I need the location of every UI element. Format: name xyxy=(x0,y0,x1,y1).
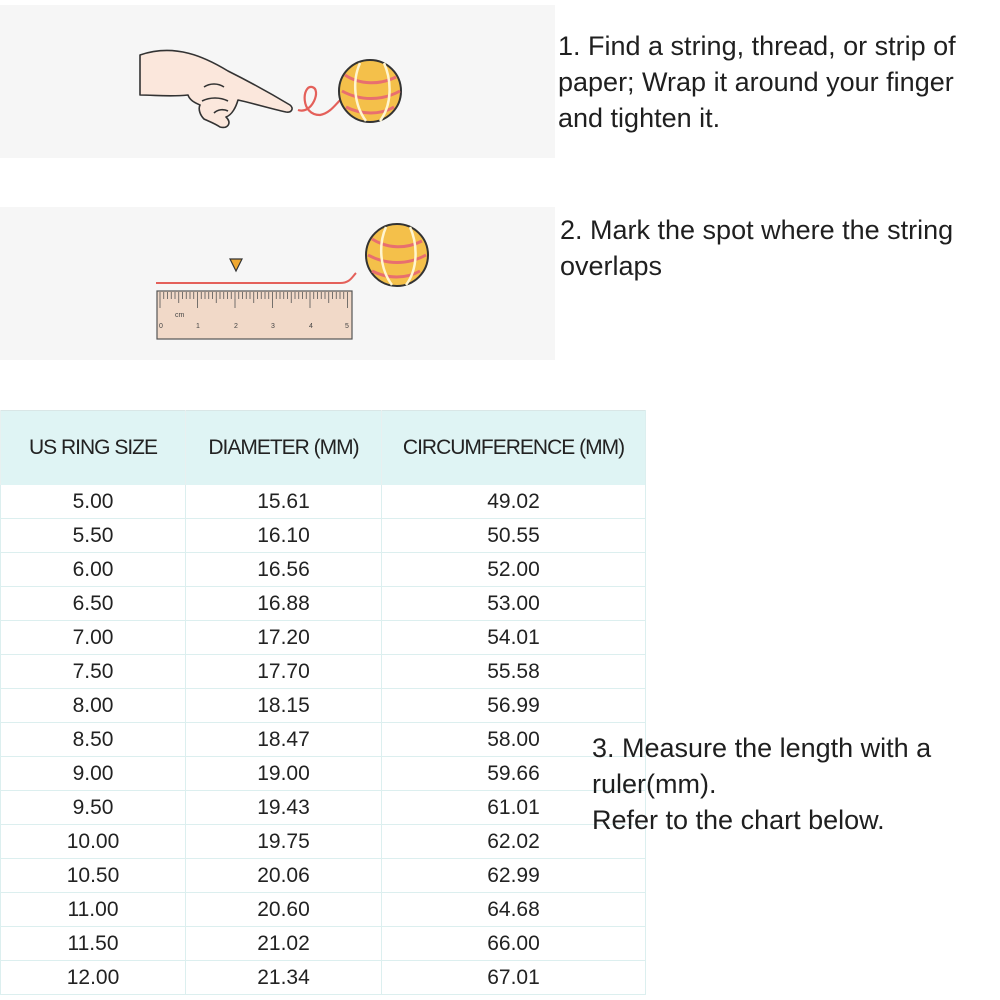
string-line xyxy=(298,87,344,115)
step2-line1: 2. Mark the spot where the string xyxy=(560,215,954,245)
ruler-icon xyxy=(157,291,352,339)
cell-diameter: 19.00 xyxy=(186,757,382,791)
ring-size-chart xyxy=(0,410,646,995)
string-line xyxy=(156,273,356,283)
cell-diameter: 20.06 xyxy=(186,859,382,893)
cell-diameter: 18.47 xyxy=(186,723,382,757)
step3-line1: 3. Measure the length with a xyxy=(592,733,932,763)
table-row xyxy=(1,553,646,587)
table-row xyxy=(1,587,646,621)
marker-arrow-icon xyxy=(230,259,242,271)
ruler-tick-label: 5 xyxy=(345,323,349,330)
cell-diameter: 16.88 xyxy=(186,587,382,621)
cell-diameter: 16.56 xyxy=(186,553,382,587)
cell-us-ring-size: 6.50 xyxy=(1,587,186,621)
ruler-yarn-illustration xyxy=(0,207,555,360)
step2-instructions xyxy=(560,212,953,284)
yarn-ball-icon xyxy=(339,60,401,122)
ruler-unit-label: cm xyxy=(175,312,185,319)
cell-us-ring-size: 11.00 xyxy=(1,893,186,927)
cell-diameter: 19.75 xyxy=(186,825,382,859)
cell-diameter: 17.70 xyxy=(186,655,382,689)
cell-circumference: 52.00 xyxy=(382,553,646,587)
cell-us-ring-size: 9.50 xyxy=(1,791,186,825)
table-row xyxy=(1,621,646,655)
header-circumference: CIRCUMFERENCE (MM) xyxy=(382,411,646,486)
step2-line2: overlaps xyxy=(560,251,663,281)
cell-circumference: 62.02 xyxy=(382,825,646,859)
cell-circumference: 67.01 xyxy=(382,961,646,995)
table-header-row xyxy=(1,411,646,486)
cell-circumference: 64.68 xyxy=(382,893,646,927)
table-row xyxy=(1,791,646,825)
hand-yarn-illustration xyxy=(0,5,555,158)
step1-instructions xyxy=(558,28,956,136)
step3-instructions xyxy=(592,730,931,838)
header-diameter: DIAMETER (MM) xyxy=(186,411,382,486)
step1-line3: and tighten it. xyxy=(558,103,721,133)
table-row xyxy=(1,859,646,893)
cell-us-ring-size: 10.00 xyxy=(1,825,186,859)
table-row xyxy=(1,825,646,859)
table-row xyxy=(1,723,646,757)
step2-illustration-panel xyxy=(0,207,555,360)
ruler-tick-label: 0 xyxy=(159,323,163,330)
cell-diameter: 18.15 xyxy=(186,689,382,723)
table-row xyxy=(1,757,646,791)
table-row xyxy=(1,961,646,995)
cell-us-ring-size: 7.50 xyxy=(1,655,186,689)
ruler-tick-label: 3 xyxy=(271,323,275,330)
cell-circumference: 49.02 xyxy=(382,485,646,519)
cell-us-ring-size: 6.00 xyxy=(1,553,186,587)
table-row xyxy=(1,689,646,723)
cell-us-ring-size: 7.00 xyxy=(1,621,186,655)
cell-circumference: 66.00 xyxy=(382,927,646,961)
ruler-tick-label: 1 xyxy=(196,323,200,330)
step1-line1: 1. Find a string, thread, or strip of xyxy=(558,31,956,61)
cell-circumference: 55.58 xyxy=(382,655,646,689)
cell-diameter: 21.02 xyxy=(186,927,382,961)
cell-circumference: 56.99 xyxy=(382,689,646,723)
cell-circumference: 54.01 xyxy=(382,621,646,655)
table-row xyxy=(1,927,646,961)
table-row xyxy=(1,485,646,519)
cell-us-ring-size: 12.00 xyxy=(1,961,186,995)
table-row xyxy=(1,655,646,689)
step3-line3: Refer to the chart below. xyxy=(592,805,885,835)
cell-circumference: 61.01 xyxy=(382,791,646,825)
cell-diameter: 15.61 xyxy=(186,485,382,519)
cell-diameter: 19.43 xyxy=(186,791,382,825)
yarn-ball-icon xyxy=(366,224,428,286)
cell-us-ring-size: 5.00 xyxy=(1,485,186,519)
pointing-hand-icon xyxy=(140,50,292,127)
cell-us-ring-size: 11.50 xyxy=(1,927,186,961)
cell-diameter: 21.34 xyxy=(186,961,382,995)
header-us-ring-size: US RING SIZE xyxy=(1,411,186,486)
cell-us-ring-size: 9.00 xyxy=(1,757,186,791)
cell-us-ring-size: 8.00 xyxy=(1,689,186,723)
cell-circumference: 62.99 xyxy=(382,859,646,893)
step3-line2: ruler(mm). xyxy=(592,769,717,799)
step1-line2: paper; Wrap it around your finger xyxy=(558,67,954,97)
cell-circumference: 59.66 xyxy=(382,757,646,791)
cell-circumference: 50.55 xyxy=(382,519,646,553)
cell-us-ring-size: 8.50 xyxy=(1,723,186,757)
cell-circumference: 58.00 xyxy=(382,723,646,757)
cell-diameter: 20.60 xyxy=(186,893,382,927)
cell-diameter: 16.10 xyxy=(186,519,382,553)
table-row xyxy=(1,893,646,927)
cell-circumference: 53.00 xyxy=(382,587,646,621)
table-row xyxy=(1,519,646,553)
cell-us-ring-size: 10.50 xyxy=(1,859,186,893)
cell-diameter: 17.20 xyxy=(186,621,382,655)
ruler-tick-label: 2 xyxy=(234,323,238,330)
cell-us-ring-size: 5.50 xyxy=(1,519,186,553)
ruler-tick-label: 4 xyxy=(309,323,313,330)
step1-illustration-panel xyxy=(0,5,555,158)
